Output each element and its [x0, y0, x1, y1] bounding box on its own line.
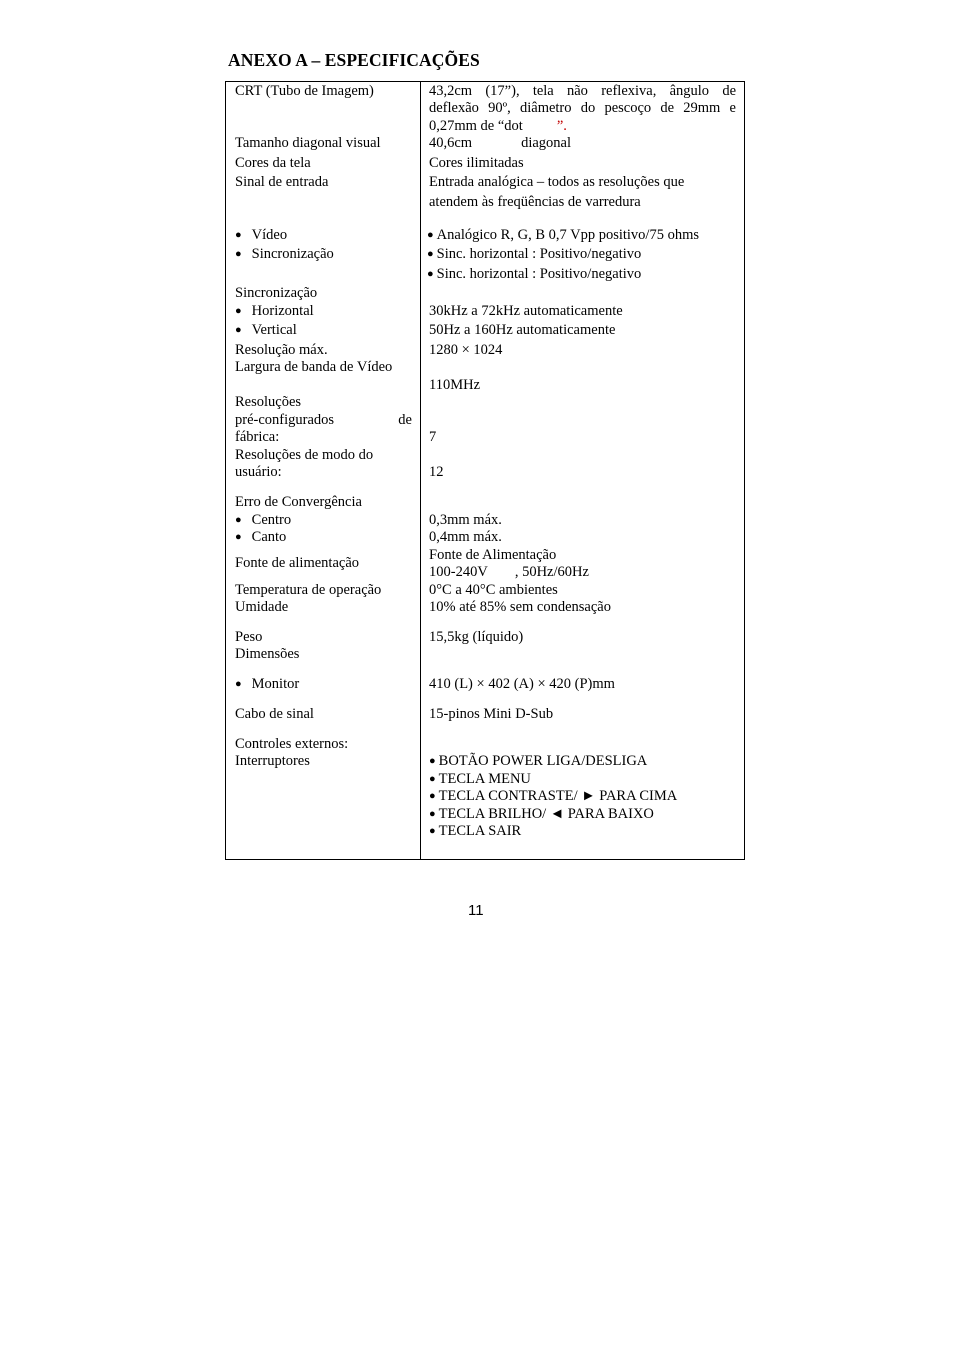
value-crt-line-3: 0,27mm de “dot ”. [429, 118, 567, 134]
label-video: ● Vídeo [235, 227, 288, 243]
label-resolucoes-pre-1: Resoluções [235, 394, 302, 410]
bullet-icon: ● [429, 790, 436, 802]
bullet-icon: ● [429, 755, 436, 767]
label-controles-externos: Controles externos: [235, 736, 349, 752]
bullet-icon: ● [235, 324, 242, 336]
label-erro-convergencia: Erro de Convergência [235, 494, 362, 510]
value-canto: 0,4mm máx. [429, 529, 502, 545]
label-monitor: ● Monitor [235, 676, 300, 692]
label-diagonal: Tamanho diagonal visual [235, 135, 381, 151]
column-divider [420, 81, 421, 860]
value-cores: Cores ilimitadas [429, 155, 524, 171]
value-horizontal: 30kHz a 72kHz automaticamente [429, 303, 623, 319]
value-sinal-line-2: atendem às freqüências de varredura [429, 194, 641, 210]
label-vertical: ● Vertical [235, 322, 297, 338]
label-centro: ● Centro [235, 512, 292, 528]
value-resolucoes-pre: 7 [429, 429, 437, 445]
bullet-icon: ● [235, 678, 242, 690]
value-resolucao-max: 1280 × 1024 [429, 342, 503, 358]
value-monitor: 410 (L) × 402 (A) × 420 (P)mm [429, 676, 615, 692]
value-sinal-line-1: Entrada analógica – todos as resoluções que [429, 174, 685, 190]
value-sinc-v: ● Sinc. horizontal : Positivo/negativo [427, 266, 642, 282]
value-vertical: 50Hz a 160Hz automaticamente [429, 322, 616, 338]
bullet-icon: ● [235, 229, 242, 241]
label-sinal-entrada: Sinal de entrada [235, 174, 329, 190]
value-resolucoes-usuario: 12 [429, 464, 444, 480]
value-fonte-line-1: Fonte de Alimentação [429, 547, 557, 563]
bullet-icon: ● [427, 229, 434, 241]
value-diagonal: 40,6cm diagonal [429, 135, 572, 151]
label-resolucoes-pre-2: pré-configurados de [235, 412, 412, 428]
label-resolucoes-usuario-2: usuário: [235, 464, 282, 480]
label-resolucao-max: Resolução máx. [235, 342, 328, 358]
value-umidade: 10% até 85% sem condensação [429, 599, 611, 615]
value-control-contraste: ● TECLA CONTRASTE/ ► PARA CIMA [429, 788, 678, 804]
label-dimensoes: Dimensões [235, 646, 300, 662]
label-sincronizacao: ● Sincronização [235, 246, 334, 262]
value-centro: 0,3mm máx. [429, 512, 502, 528]
value-crt-line-1: 43,2cm (17”), tela não reflexiva, ângulo de [429, 83, 736, 99]
bullet-icon: ● [235, 531, 242, 543]
label-crt: CRT (Tubo de Imagem) [235, 83, 374, 99]
bullet-icon: ● [427, 248, 434, 260]
label-sincronizacao-heading: Sincronização [235, 285, 318, 301]
value-cabo-sinal: 15-pinos Mini D-Sub [429, 706, 554, 722]
label-umidade: Umidade [235, 599, 289, 615]
label-cabo-sinal: Cabo de sinal [235, 706, 314, 722]
value-temperatura: 0°C a 40°C ambientes [429, 582, 558, 598]
value-crt-line-2: deflexão 90º, diâmetro do pescoço de 29mm e [429, 100, 736, 116]
value-control-power: ● BOTÃO POWER LIGA/DESLIGA [429, 753, 648, 769]
page-number: 11 [468, 902, 484, 919]
label-resolucoes-usuario-1: Resoluções de modo do [235, 447, 374, 463]
label-interruptores: Interruptores [235, 753, 310, 769]
value-peso: 15,5kg (líquido) [429, 629, 524, 645]
bullet-icon: ● [235, 305, 242, 317]
bullet-icon: ● [235, 514, 242, 526]
bullet-icon: ● [427, 268, 434, 280]
label-cores: Cores da tela [235, 155, 311, 171]
value-sinc-h: ● Sinc. horizontal : Positivo/negativo [427, 246, 642, 262]
label-temperatura: Temperatura de operação [235, 582, 382, 598]
page-title: ANEXO A – ESPECIFICAÇÕES [228, 50, 480, 70]
label-canto: ● Canto [235, 529, 287, 545]
value-control-brilho: ● TECLA BRILHO/ ◄ PARA BAIXO [429, 806, 654, 822]
bullet-icon: ● [429, 825, 436, 837]
bullet-icon: ● [429, 773, 436, 785]
label-largura-banda: Largura de banda de Vídeo [235, 359, 393, 375]
value-fonte-line-2: 100-240V , 50Hz/60Hz [429, 564, 589, 580]
bullet-icon: ● [235, 248, 242, 260]
label-peso: Peso [235, 629, 263, 645]
label-horizontal: ● Horizontal [235, 303, 314, 319]
label-fonte-alimentacao: Fonte de alimentação [235, 555, 360, 571]
value-largura-banda: 110MHz [429, 377, 481, 393]
value-video: ● Analógico R, G, B 0,7 Vpp positivo/75 ohms [427, 227, 700, 243]
label-resolucoes-pre-3: fábrica: [235, 429, 280, 445]
value-control-menu: ● TECLA MENU [429, 771, 531, 787]
bullet-icon: ● [429, 808, 436, 820]
value-control-sair: ● TECLA SAIR [429, 823, 522, 839]
